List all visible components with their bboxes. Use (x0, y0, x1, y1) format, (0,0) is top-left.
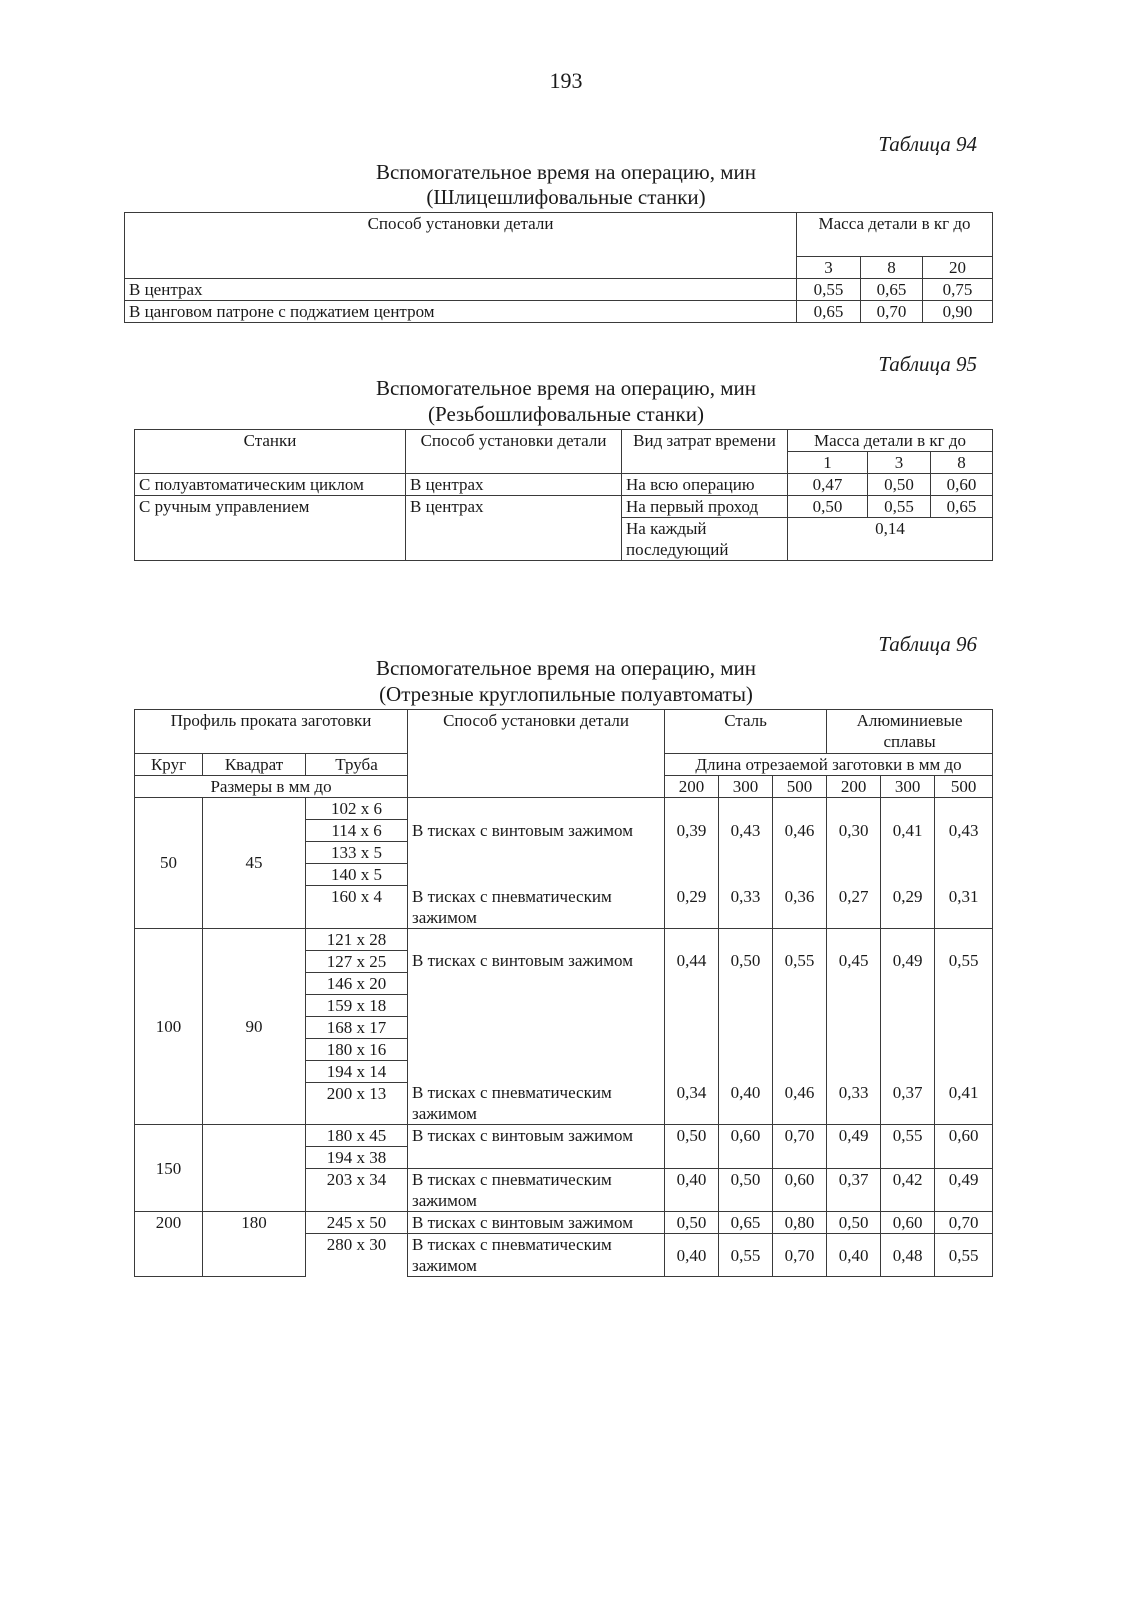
value-cell: 0,55 (935, 950, 993, 994)
value-cell: 0,43 (719, 820, 773, 864)
table-row (135, 474, 993, 496)
pipe-cell: 180 x 45 (306, 1125, 408, 1147)
value-cell: 0,42 (881, 1169, 935, 1212)
value-cell: 0,65 (931, 496, 993, 518)
method-cell: В тисках с винтовым зажимом (408, 1125, 665, 1169)
value-cell: 0,70 (773, 1234, 827, 1277)
header-machines: Станки (135, 430, 406, 474)
square-cell: 90 (203, 928, 306, 1125)
table-95-subtitle: (Резьбошлифовальные станки) (428, 402, 704, 426)
value-cell: 0,90 (923, 301, 993, 323)
method-cell: В тисках с пневматическим зажимом (408, 1169, 665, 1212)
value-cell: 0,65 (719, 1212, 773, 1234)
pipe-cell: 140 x 5 (306, 864, 408, 886)
method-cell: В тисках с пневматическим зажимом (408, 1234, 665, 1277)
value-cell: 0,39 (665, 820, 719, 864)
table-95 (134, 429, 993, 561)
header-aluminium: Алюминиевые сплавы (827, 710, 993, 754)
table-row (135, 1125, 993, 1147)
mass-col: 20 (923, 257, 993, 279)
pipe-cell: 133 x 5 (306, 842, 408, 864)
method-cell: В цанговом патроне с поджатием центром (125, 301, 797, 323)
mass-col: 8 (931, 452, 993, 474)
value-cell: 0,14 (788, 518, 993, 561)
length-col: 500 (935, 776, 993, 798)
mass-col: 3 (797, 257, 861, 279)
value-cell: 0,47 (788, 474, 868, 496)
value-cell: 0,40 (719, 1082, 773, 1125)
pipe-cell: 280 x 30 (306, 1234, 408, 1277)
method-cell: В центрах (125, 279, 797, 301)
cost-cell: На первый проход (622, 496, 788, 518)
value-cell: 0,60 (935, 1125, 993, 1169)
value-cell: 0,33 (719, 886, 773, 929)
value-cell: 0,70 (861, 301, 923, 323)
header-pipe: Труба (306, 754, 408, 776)
value-cell: 0,50 (665, 1125, 719, 1169)
value-cell: 0,36 (773, 886, 827, 929)
value-cell: 0,60 (931, 474, 993, 496)
pipe-cell: 146 x 20 (306, 972, 408, 994)
circle-cell: 50 (135, 798, 203, 929)
pipe-cell: 127 x 25 (306, 950, 408, 972)
value-cell: 0,29 (665, 886, 719, 929)
value-cell: 0,45 (827, 950, 881, 994)
page-number: 193 (549, 68, 583, 93)
mass-col: 3 (868, 452, 931, 474)
length-col: 200 (665, 776, 719, 798)
pipe-cell: 160 x 4 (306, 886, 408, 928)
pipe-cell: 102 x 6 (306, 798, 408, 820)
table-96-title: Вспомогательное время на операцию, мин (375, 656, 757, 680)
pipe-cell: 245 x 50 (306, 1212, 408, 1234)
value-cell: 0,40 (665, 1234, 719, 1277)
table-95-title: Вспомогательное время на операцию, мин (375, 376, 757, 400)
square-cell (203, 1125, 306, 1212)
method-cell: В тисках с винтовым зажимом (408, 1212, 665, 1234)
value-cell: 0,44 (665, 950, 719, 994)
circle-cell: 150 (135, 1125, 203, 1212)
pipe-cell: 194 x 14 (306, 1060, 408, 1082)
table-96-subtitle: (Отрезные круглопильные полуавтоматы) (379, 682, 753, 706)
method-cell: В центрах (406, 496, 622, 561)
value-cell: 0,37 (881, 1082, 935, 1125)
value-cell: 0,50 (719, 1169, 773, 1212)
method-cell: В тисках с винтовым зажимом (408, 820, 665, 864)
method-cell: В тисках с пневматическим зажимом (408, 886, 665, 929)
table-row (135, 798, 993, 820)
header-method: Способ установки детали (406, 430, 622, 474)
value-cell: 0,46 (773, 820, 827, 864)
value-cell: 0,80 (773, 1212, 827, 1234)
value-cell: 0,41 (881, 820, 935, 864)
value-cell: 0,55 (797, 279, 861, 301)
pipe-cell: 200 x 13 (306, 1082, 408, 1124)
method-cell: В центрах (406, 474, 622, 496)
length-col: 300 (881, 776, 935, 798)
value-cell: 0,49 (935, 1169, 993, 1212)
value-cell: 0,50 (868, 474, 931, 496)
square-cell: 45 (203, 798, 306, 929)
header-length: Длина отрезаемой заготовки в мм до (665, 754, 993, 776)
value-cell: 0,55 (719, 1234, 773, 1277)
pipe-cell: 121 x 28 (306, 928, 408, 950)
value-cell: 0,46 (773, 1082, 827, 1125)
header-method: Способ установки детали (125, 213, 797, 279)
value-cell: 0,55 (935, 1234, 993, 1277)
length-col: 500 (773, 776, 827, 798)
table-94-label: Таблица 94 (878, 132, 977, 156)
table-96 (134, 709, 993, 1277)
cost-cell: На каждый последующий (622, 518, 788, 561)
table-row (125, 301, 993, 323)
value-cell: 0,40 (665, 1169, 719, 1212)
header-circle: Круг (135, 754, 203, 776)
table-96-label: Таблица 96 (878, 632, 977, 656)
length-col: 300 (719, 776, 773, 798)
pipe-cell: 168 x 17 (306, 1016, 408, 1038)
header-mass: Масса детали в кг до (797, 213, 993, 257)
value-cell: 0,70 (935, 1212, 993, 1234)
value-cell: 0,50 (788, 496, 868, 518)
method-cell: В тисках с пневматическим зажимом (408, 1082, 665, 1125)
circle-cell: 100 (135, 928, 203, 1125)
table-row (125, 279, 993, 301)
value-cell: 0,30 (827, 820, 881, 864)
value-cell: 0,65 (797, 301, 861, 323)
header-method: Способ установки детали (408, 710, 665, 798)
value-cell: 0,55 (868, 496, 931, 518)
value-cell: 0,33 (827, 1082, 881, 1125)
pipe-cell: 180 x 16 (306, 1038, 408, 1060)
value-cell: 0,34 (665, 1082, 719, 1125)
value-cell: 0,60 (881, 1212, 935, 1234)
table-95-label: Таблица 95 (878, 352, 977, 376)
header-cost: Вид затрат времени (622, 430, 788, 474)
value-cell: 0,60 (773, 1169, 827, 1212)
value-cell: 0,75 (923, 279, 993, 301)
value-cell: 0,29 (881, 886, 935, 929)
mass-col: 1 (788, 452, 868, 474)
header-mass: Масса детали в кг до (788, 430, 993, 452)
value-cell: 0,55 (881, 1125, 935, 1169)
mass-col: 8 (861, 257, 923, 279)
value-cell: 0,43 (935, 820, 993, 864)
value-cell: 0,31 (935, 886, 993, 929)
value-cell: 0,50 (719, 950, 773, 994)
circle-cell: 200 (135, 1212, 203, 1277)
value-cell: 0,37 (827, 1169, 881, 1212)
value-cell: 0,49 (881, 950, 935, 994)
value-cell: 0,60 (719, 1125, 773, 1169)
table-94-subtitle: (Шлицешлифовальные станки) (426, 185, 706, 209)
header-steel: Сталь (665, 710, 827, 754)
table-row (135, 928, 993, 950)
value-cell: 0,65 (861, 279, 923, 301)
value-cell: 0,40 (827, 1234, 881, 1277)
length-col: 200 (827, 776, 881, 798)
machine-cell: С полуавтоматическим циклом (135, 474, 406, 496)
method-cell: В тисках с винтовым зажимом (408, 950, 665, 994)
pipe-cell: 194 x 38 (306, 1147, 408, 1169)
header-square: Квадрат (203, 754, 306, 776)
table-94-title: Вспомогательное время на операцию, мин (375, 160, 757, 184)
machine-cell: С ручным управлением (135, 496, 406, 561)
value-cell: 0,50 (665, 1212, 719, 1234)
cost-cell: На всю операцию (622, 474, 788, 496)
pipe-cell: 159 x 18 (306, 994, 408, 1016)
pipe-cell: 203 x 34 (306, 1169, 408, 1211)
table-row (135, 1212, 993, 1234)
table-94 (124, 212, 993, 323)
value-cell: 0,27 (827, 886, 881, 929)
value-cell: 0,48 (881, 1234, 935, 1277)
value-cell: 0,41 (935, 1082, 993, 1125)
pipe-cell: 114 x 6 (306, 820, 408, 842)
header-profile: Профиль проката заготовки (135, 710, 408, 754)
square-cell: 180 (203, 1212, 306, 1277)
value-cell: 0,49 (827, 1125, 881, 1169)
value-cell: 0,70 (773, 1125, 827, 1169)
value-cell: 0,50 (827, 1212, 881, 1234)
table-row (135, 496, 993, 518)
header-sizes: Размеры в мм до (135, 776, 408, 798)
value-cell: 0,55 (773, 950, 827, 994)
